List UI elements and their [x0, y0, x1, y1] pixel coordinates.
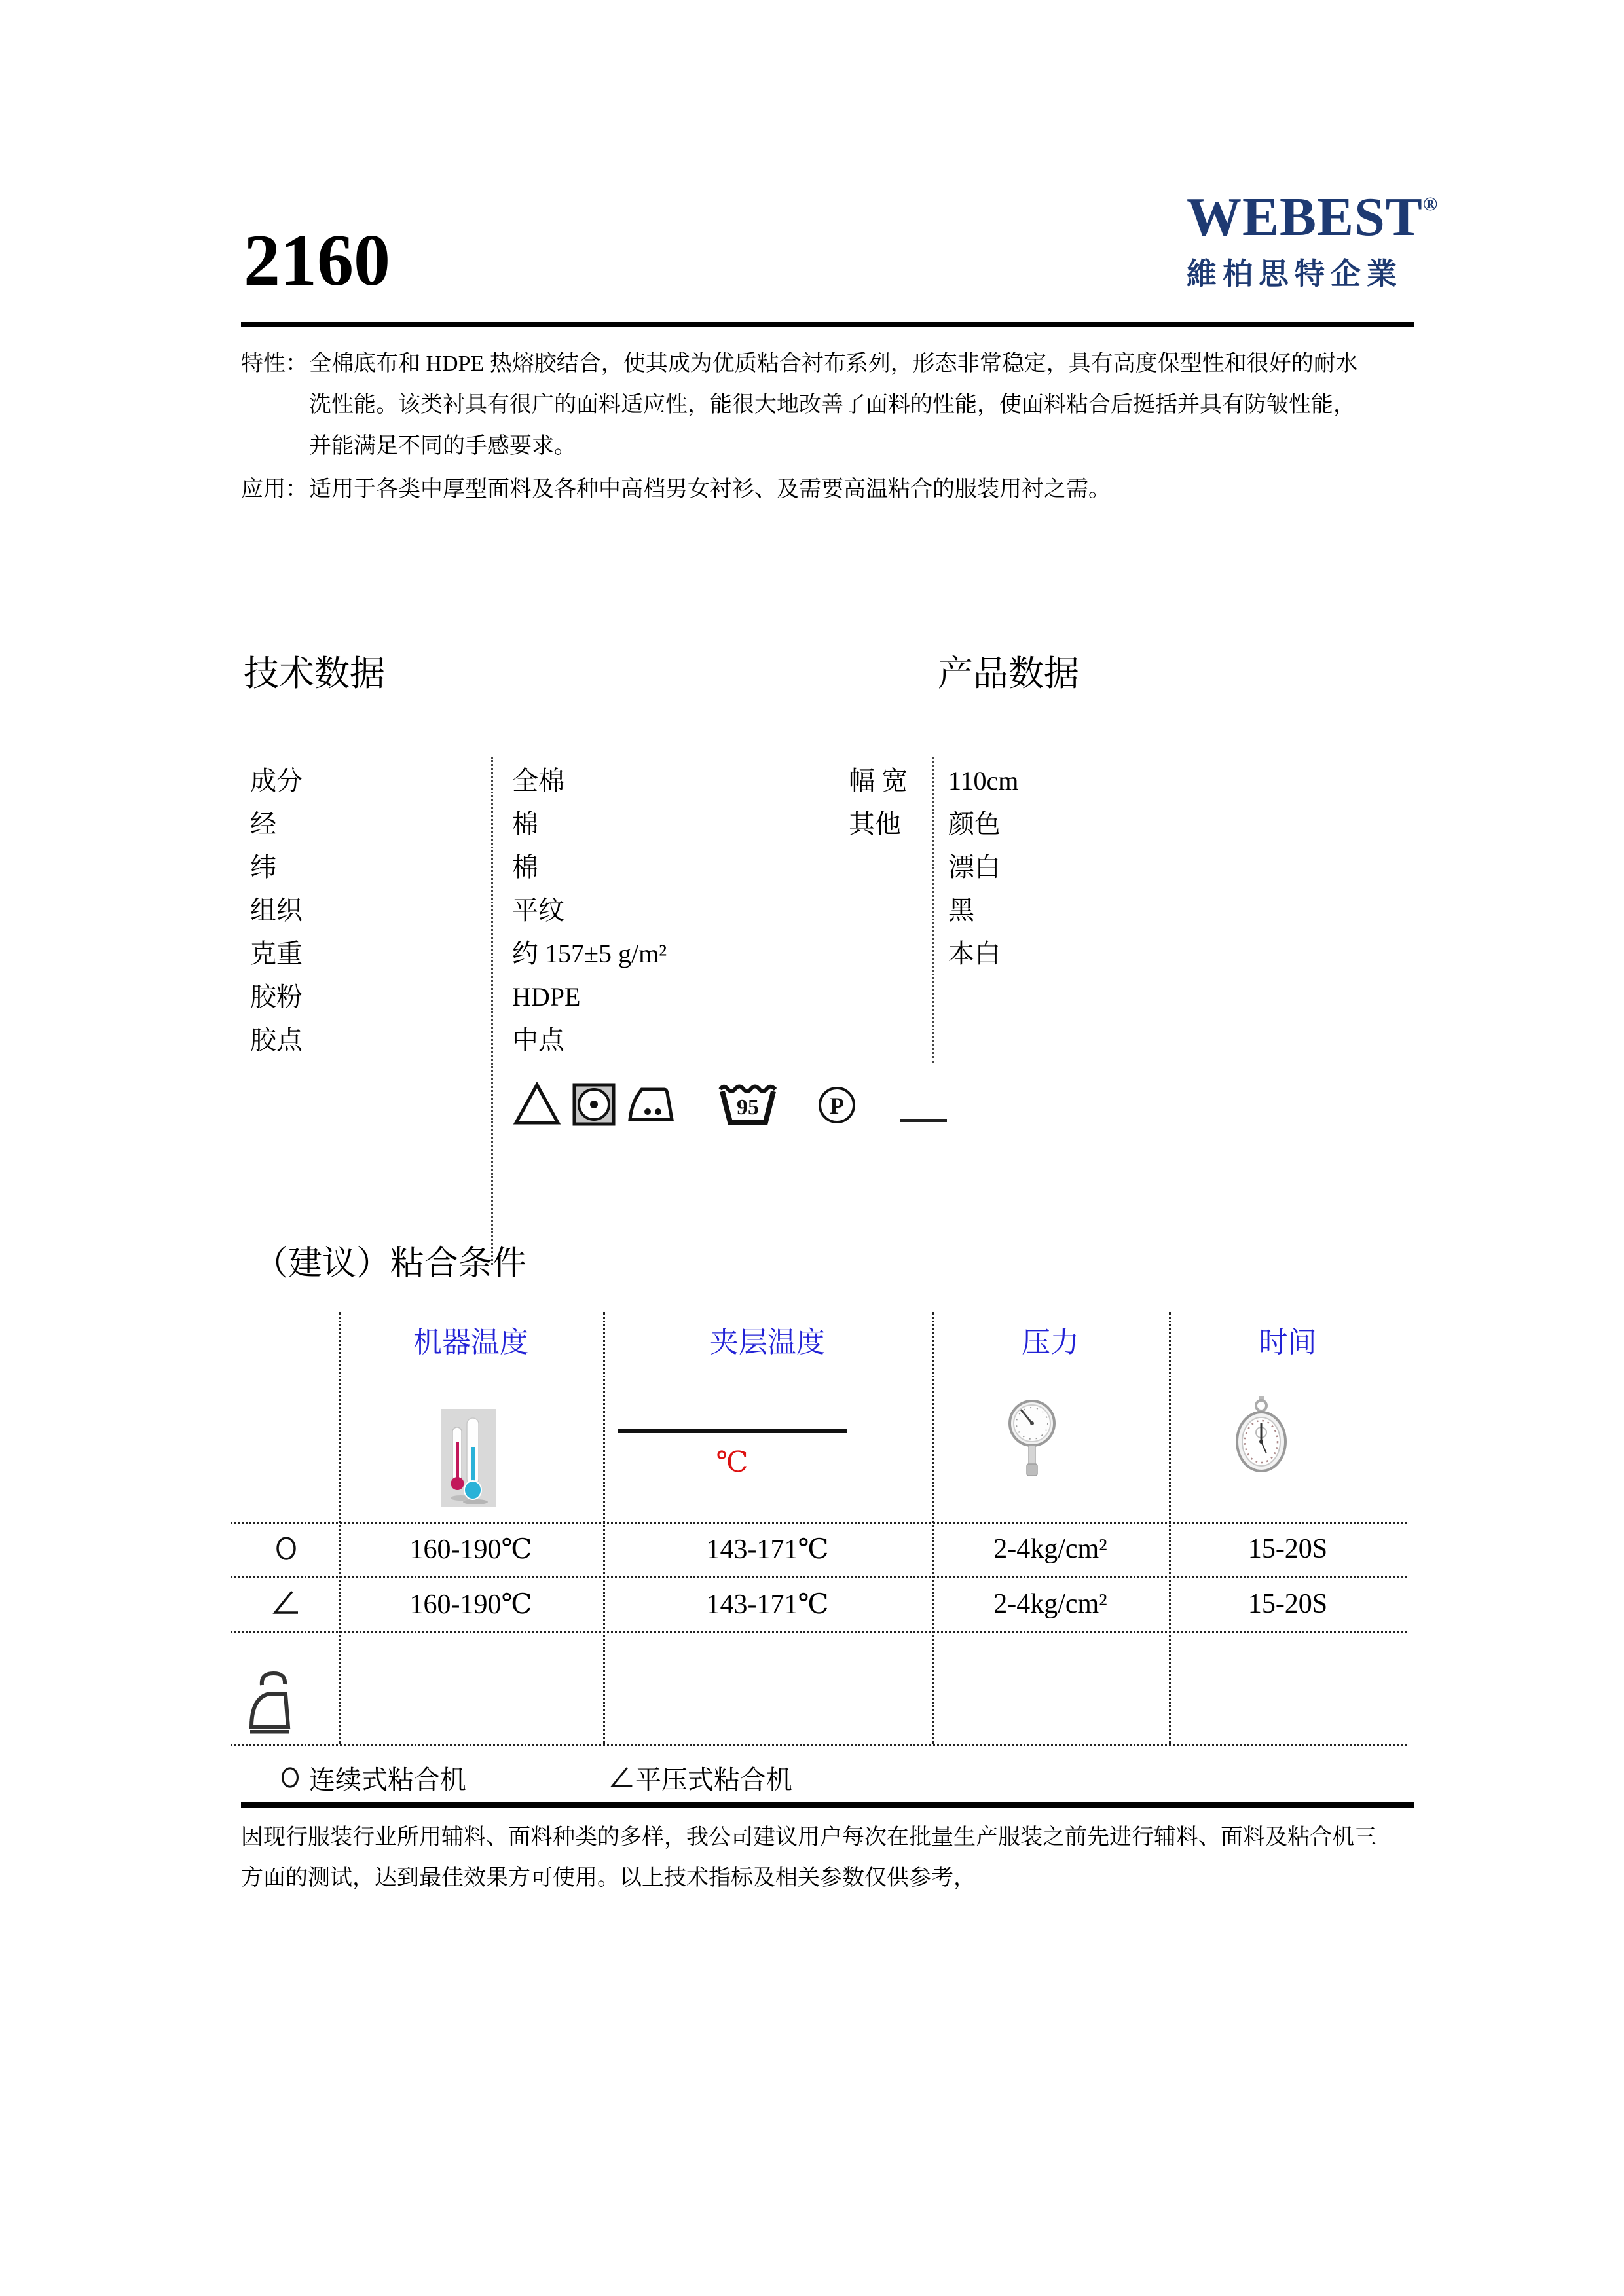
bonding-conditions-title: （建议）粘合条件	[254, 1245, 527, 1283]
time-value: 15-20S	[1247, 1589, 1328, 1619]
feature-line: 洗性能。该类衬具有很广的面料适应性，能很大地改善了面料的性能，使面料粘合后挺括并具有防皱性能，	[309, 393, 1356, 417]
tech-row-value: 棉	[512, 809, 538, 839]
brand-wordmark	[1187, 187, 1439, 247]
product-color-value: 漂白	[948, 852, 1001, 882]
legend-flat-press-machine	[609, 1761, 792, 1794]
dry-clean-letter: P	[830, 1093, 844, 1119]
product-label-column	[849, 759, 908, 846]
bleach-triangle-icon	[513, 1082, 561, 1126]
flat-press-angle-icon	[271, 1590, 300, 1616]
column-header-time: 时间	[1259, 1326, 1317, 1358]
tech-row-label: 纬	[250, 852, 276, 882]
tech-data-title: 技术数据	[244, 654, 385, 693]
tech-row-value: 平纹	[512, 896, 564, 925]
tech-row-label: 经	[250, 809, 276, 839]
brand-name: WEBEST	[1187, 187, 1423, 247]
legend-label: 平压式粘合机	[635, 1764, 792, 1795]
wash-temp-label: 95	[737, 1095, 759, 1120]
column-header-interlayer-temp: 夹层温度	[710, 1326, 825, 1358]
dry-flat-line-icon	[900, 1119, 947, 1122]
legend-label: 连续式粘合机	[309, 1764, 466, 1795]
pressure-gauge-icon	[1008, 1397, 1056, 1478]
footer-note	[241, 1817, 1426, 1899]
tech-row-label: 胶粉	[250, 982, 303, 1011]
care-symbols-row	[513, 1078, 947, 1126]
application-line: 适用于各类中厚型面料及各种中高档男女衬衫、及需要高温粘合的服装用衬之需。	[309, 477, 1111, 501]
bonding-row-divider	[231, 1744, 1407, 1746]
footer-divider	[241, 1802, 1414, 1808]
wash-95-tub-icon	[718, 1080, 778, 1126]
iron-two-dots-icon	[626, 1084, 677, 1126]
time-value: 15-20S	[1247, 1534, 1328, 1564]
feature-text	[309, 343, 1358, 467]
tech-value-column	[512, 759, 667, 1062]
tech-row-value: 棉	[512, 852, 538, 882]
bonding-row-divider	[231, 1522, 1407, 1524]
registered-trademark-icon: ®	[1422, 193, 1439, 215]
product-width-value: 110cm	[948, 766, 1019, 795]
brand-chinese-name: 維柏思特企業	[1187, 257, 1403, 291]
column-header-pressure: 压力	[1022, 1326, 1079, 1358]
stopwatch-icon	[1234, 1394, 1289, 1474]
product-width-label: 幅 宽	[849, 766, 908, 795]
continuous-machine-circle-icon	[280, 1766, 300, 1789]
tech-row-value: HDPE	[512, 982, 581, 1011]
tech-row-value: 全棉	[512, 766, 564, 795]
iron-icon	[245, 1669, 293, 1736]
feature-line: 全棉底布和 HDPE 热熔胶结合，使其成为优质粘合衬布系列，形态非常稳定，具有高度保型性和很好的耐水	[309, 352, 1358, 376]
tech-row-label: 克重	[250, 939, 303, 968]
tech-table-divider	[491, 757, 493, 1265]
flat-press-angle-icon	[609, 1766, 634, 1789]
legend-continuous-machine	[280, 1761, 466, 1794]
feature-paragraph	[241, 343, 1426, 467]
machine-temp-value: 160-190℃	[409, 1590, 532, 1620]
application-paragraph	[241, 469, 1426, 510]
tech-row-value: 中点	[512, 1025, 564, 1055]
celsius-label: ℃	[716, 1446, 748, 1478]
tech-row-label: 成分	[250, 766, 303, 795]
interlayer-temp-line	[618, 1429, 847, 1433]
product-table-divider	[932, 757, 934, 1063]
tech-row-value: 约 157±5 g/m²	[512, 939, 667, 968]
tumble-dry-circle-dot-icon	[572, 1083, 616, 1126]
tech-row-label: 组织	[250, 896, 303, 925]
machine-temp-value: 160-190℃	[409, 1535, 532, 1565]
pressure-value: 2-4kg/cm²	[993, 1534, 1107, 1564]
bonding-row-divider	[231, 1576, 1407, 1578]
pressure-value: 2-4kg/cm²	[993, 1589, 1107, 1619]
product-value-column	[948, 759, 1018, 975]
continuous-machine-circle-icon	[275, 1536, 297, 1561]
product-color-value: 黑	[948, 896, 974, 925]
footer-line: 因现行服装行业所用辅料、面料种类的多样，我公司建议用户每次在批量生产服装之前先进行辅料、面料及粘合机三	[241, 1825, 1376, 1850]
product-other-label: 其他	[849, 809, 901, 839]
product-color-value: 颜色	[948, 809, 1001, 839]
page-title: 2160	[244, 220, 390, 301]
feature-label: 特性：	[241, 352, 308, 376]
dry-clean-P-icon	[817, 1085, 857, 1125]
tech-label-column	[250, 759, 303, 1062]
product-color-value: 本白	[948, 939, 1001, 968]
bonding-row-divider	[231, 1631, 1407, 1633]
thermometer-icon	[441, 1409, 496, 1507]
header-divider	[241, 322, 1414, 327]
interlayer-temp-value: 143-171℃	[706, 1590, 829, 1620]
product-data-title: 产品数据	[938, 654, 1079, 693]
feature-line: 并能满足不同的手感要求。	[309, 434, 576, 458]
application-text	[309, 469, 1111, 510]
footer-line: 方面的测试，达到最佳效果方可使用。以上技术指标及相关参数仅供参考，	[241, 1866, 976, 1890]
interlayer-temp-value: 143-171℃	[706, 1535, 829, 1565]
tech-row-label: 胶点	[250, 1025, 303, 1055]
application-label: 应用：	[241, 477, 308, 501]
brand-logo	[1187, 187, 1439, 293]
column-header-machine-temp: 机器温度	[413, 1326, 528, 1358]
